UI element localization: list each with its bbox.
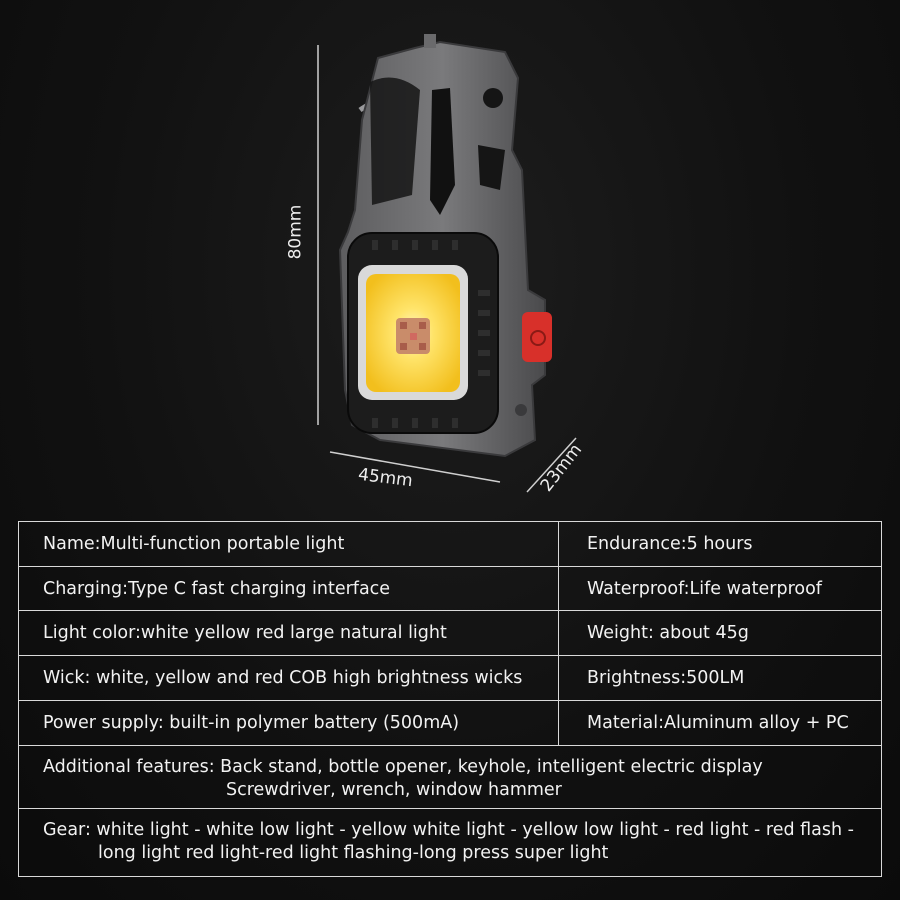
gear-line-1: Gear: white light - white low light - yellow white light - yellow low light - red light - red flash -	[43, 820, 854, 840]
table-row	[19, 567, 881, 611]
spec-endurance: Endurance:5 hours	[587, 534, 753, 554]
width-dimension-label: 45mm	[356, 464, 414, 492]
table-row	[19, 809, 881, 875]
table-row	[19, 522, 881, 567]
height-dimension-label: 80mm	[285, 204, 306, 260]
spec-brightness: Brightness:500LM	[587, 668, 745, 688]
spec-name: Name:Multi-function portable light	[19, 522, 559, 566]
spec-waterproof: Waterproof:Life waterproof	[587, 578, 822, 599]
spec-charging: Charging:Type C fast charging interface	[19, 567, 559, 610]
additional-features-line-2: Screwdriver, wrench, window hammer	[226, 780, 562, 800]
table-row	[19, 701, 881, 746]
table-row	[19, 611, 881, 656]
specifications-table	[18, 521, 882, 877]
depth-dimension-label: 23mm	[536, 440, 587, 496]
spec-power-supply: Power supply: built-in polymer battery (500mA)	[19, 701, 559, 745]
table-row	[19, 656, 881, 701]
spec-light-color: Light color:white yellow red large natural light	[19, 611, 559, 655]
power-button-icon	[522, 312, 552, 362]
keyhole-icon	[483, 88, 503, 108]
window-hammer-tip-icon	[424, 34, 436, 48]
spec-wick: Wick: white, yellow and red COB high brightness wicks	[19, 656, 559, 700]
gear-line-2: long light red light-red light flashing-long press super light	[98, 843, 609, 863]
bottle-opener-icon	[370, 78, 420, 206]
spec-additional-features	[19, 746, 881, 808]
spec-gear	[19, 809, 881, 875]
additional-features-line-1: Additional features: Back stand, bottle opener, keyhole, intelligent electric display	[43, 757, 763, 777]
spec-weight: Weight: about 45g	[587, 623, 749, 643]
table-row	[19, 746, 881, 809]
width-dimension-line	[330, 452, 500, 482]
spec-material: Material:Aluminum alloy + PC	[587, 713, 849, 733]
